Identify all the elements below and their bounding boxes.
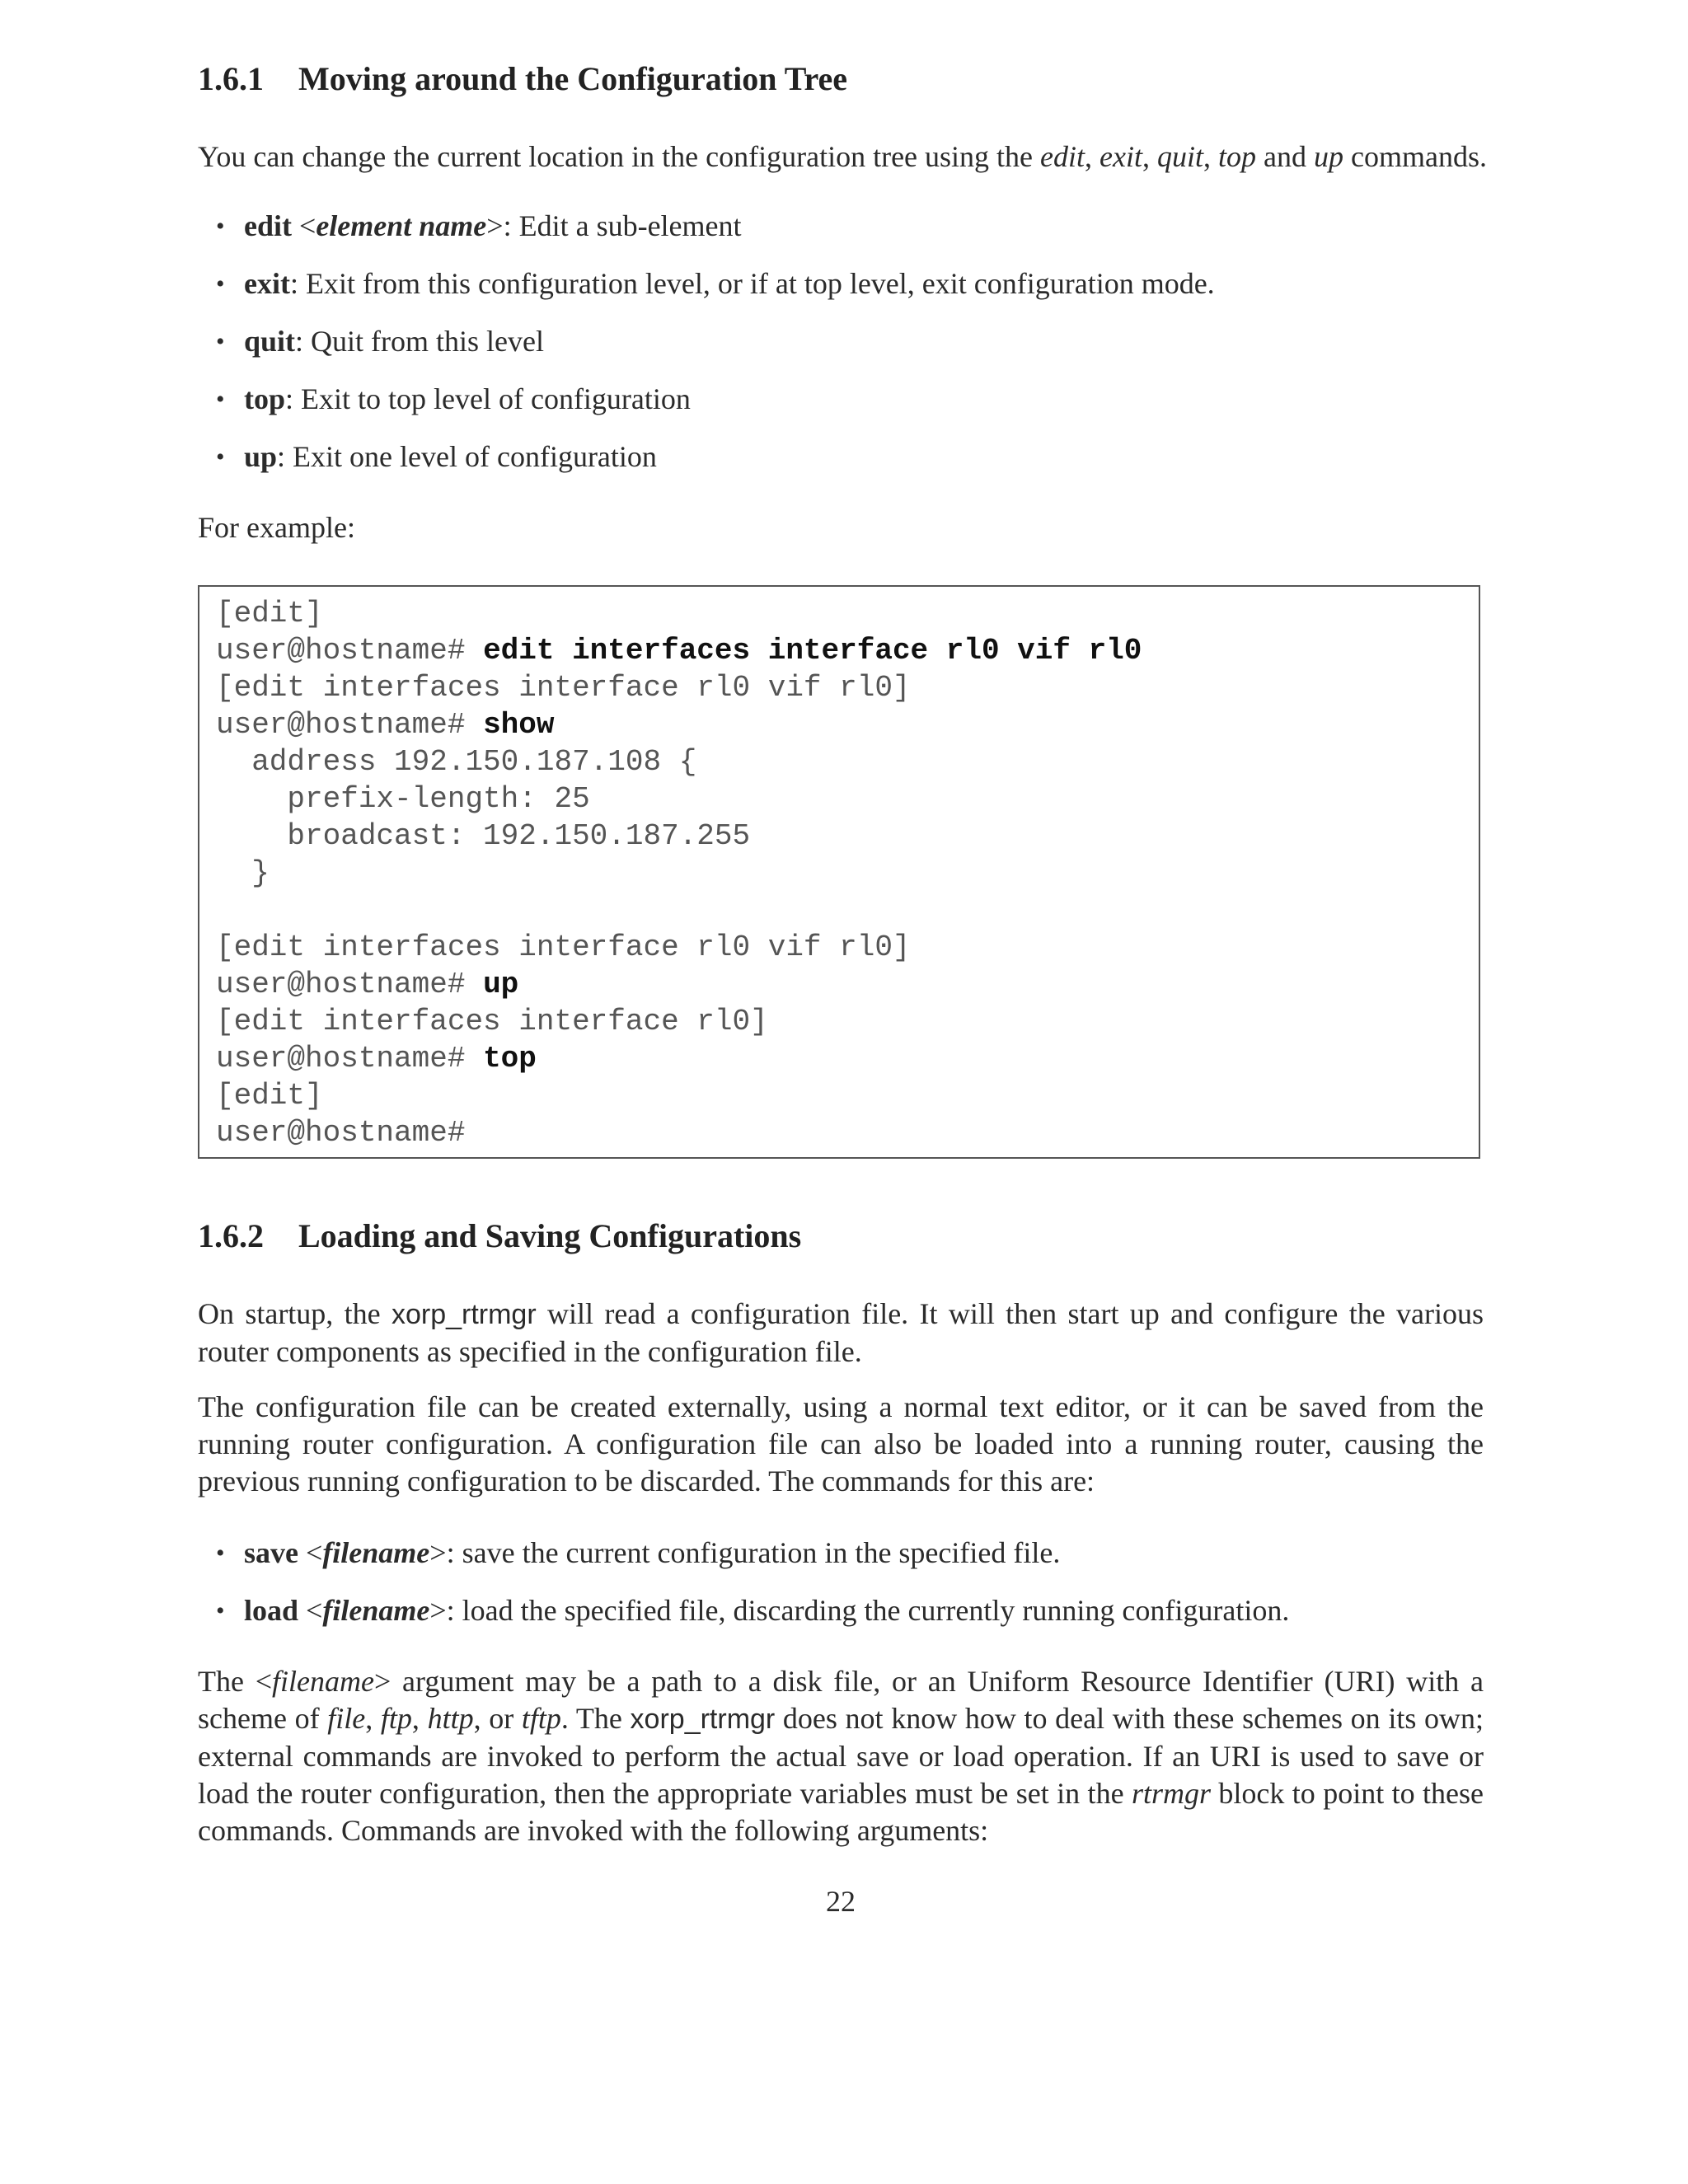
command-description: : save the current configuration in the specified file. [446,1536,1061,1569]
argument-name: filename [322,1536,430,1569]
intro-text: You can change the current location in the configuration tree using the [198,140,1041,173]
code-text: } [216,856,270,890]
sep: , [1203,140,1218,173]
sep: , [1085,140,1100,173]
code-line [216,595,323,632]
code-line [216,706,554,743]
scheme-tftp: tftp [521,1702,561,1735]
list-item-top [216,381,691,418]
command-name: top [244,382,286,415]
paragraph-text: does not know how to deal with these schemes on its own; external commands are invoked to perform the actual save or load operation. If an URI is used to save or load the router configuration, then the appropriate variables must be set in the [198,1702,1484,1810]
paragraph-text: . The [560,1702,631,1735]
scheme-http: http [427,1702,474,1735]
code-prompt: user@hostname# [216,968,484,1001]
command-description: : Exit one level of configuration [277,440,657,473]
code-command: edit interfaces interface rl0 vif rl0 [483,634,1142,668]
command-name: exit [244,267,290,300]
section-number: 1.6.2 [198,1217,264,1254]
list-item-load: • load <filename>: load the specified file, discarding the currently running configuration. [244,1592,1289,1629]
command-description: : Exit from this configuration level, or if at top level, exit configuration mode. [289,267,1215,300]
code-line [216,1003,768,1040]
code-command: up [483,968,519,1001]
sep: and [1256,140,1314,173]
code-text: [edit] [216,1079,323,1113]
program-name: xorp_rtrmgr [391,1299,537,1330]
bullet-icon: • [216,213,225,240]
list-item-exit [216,265,1215,302]
list-item-quit [216,323,545,360]
paragraph-text: or [489,1702,522,1735]
code-line [216,669,911,706]
bullet-icon: • [216,270,225,298]
code-text: address 192.150.187.108 { [216,745,697,779]
section-heading-1-6-1 [198,59,847,99]
page-number: 22 [826,1885,856,1918]
arg-open: < [292,209,316,242]
bullet-icon: • [216,1540,225,1567]
scheme-file: file [327,1702,366,1735]
intro-cmd-up: up [1314,140,1343,173]
code-text: prefix-length: 25 [216,782,590,816]
block-name: rtrmgr [1131,1777,1211,1810]
list-item-up [216,438,657,476]
command-description: : load the specified file, discarding the currently running configuration. [446,1594,1290,1627]
bullet-icon: • [216,443,225,471]
bullet-icon: • [216,328,225,355]
filename-argument-paragraph: The <filename> argument may be a path to a disk file, or an Uniform Resource Identifier (URI) with a scheme of file, ftp, http, or tftp. The xorp_rtrmgr does not know how to deal with these schemes on its own; external commands are invoked to perform the actual save or load operation. If an URI is used to save or load the router configuration, then the appropriate variables must be set in the rtrmgr block to point to these commands. Commands are invoked with the following arguments: [198,1665,1484,1847]
example-label: For example: [198,511,355,544]
code-example-box [198,585,1480,1159]
code-text: broadcast: 192.150.187.255 [216,819,751,853]
argument-name: filename [272,1665,374,1698]
command-description: : Edit a sub-element [503,209,742,242]
scheme-ftp: ftp [380,1702,412,1735]
sep: , [1142,140,1157,173]
argument-name: element name [316,209,487,242]
code-line [216,818,750,855]
code-prompt: user@hostname# [216,1116,466,1150]
list-item-save: • save <filename>: save the current configuration in the specified file. [244,1535,1060,1572]
code-text: [edit] [216,597,323,630]
code-text: [edit interfaces interface rl0 vif rl0] [216,930,911,964]
paragraph-text: On startup, the [198,1297,392,1330]
bullet-icon: • [216,1597,225,1624]
code-prompt: user@hostname# [216,708,484,742]
code-line [216,929,911,966]
command-name: save [244,1536,298,1569]
code-line [216,1040,537,1077]
code-line [216,743,696,780]
paragraph-text: will read a configuration file. It will then start up and configure the various router components as specified in the configuration file. [198,1297,1484,1368]
code-line [216,780,590,818]
command-name: up [244,440,278,473]
section-title: Loading and Saving Configurations [298,1217,802,1254]
argument-name: filename [322,1594,430,1627]
intro-cmd-exit: exit [1100,140,1142,173]
startup-paragraph [198,1296,1484,1371]
command-name: load [244,1594,299,1627]
command-description: : Quit from this level [295,325,545,358]
arg-close: > [486,209,504,242]
code-line [216,855,270,892]
code-prompt: user@hostname# [216,1042,484,1076]
paragraph-text: > argument may be a path to a disk file, or an Uniform Resource Identifier (URI) with a scheme of [198,1665,1484,1735]
paragraph-text: The < [198,1665,273,1698]
section-number: 1.6.1 [198,60,264,97]
code-text: [edit interfaces interface rl0] [216,1005,768,1038]
section-title: Moving around the Configuration Tree [298,60,847,97]
code-prompt: user@hostname# [216,634,484,668]
command-description: : Exit to top level of configuration [285,382,691,415]
command-name: quit [244,325,296,358]
section-heading-1-6-2 [198,1216,801,1256]
intro-cmd-edit: edit [1040,140,1085,173]
code-command: top [483,1042,537,1076]
intro-paragraph [198,138,1487,176]
command-name: edit [244,209,292,242]
code-line [216,1077,323,1114]
paragraph-text: block to point to these commands. Commands are invoked with the following arguments: [198,1777,1484,1847]
code-line [216,966,518,1003]
list-item-edit [216,208,742,245]
code-command: show [483,708,555,742]
program-name: xorp_rtrmgr [630,1704,776,1735]
intro-cmd-quit: quit [1156,140,1203,173]
config-file-paragraph: The configuration file can be created externally, using a normal text editor, or it can be saved from the running router configuration. A configuration file can also be loaded into a running router, causing the previous running configuration to be discarded. The commands for this are: [198,1390,1484,1497]
intro-text-end: commands. [1343,140,1487,173]
bullet-icon: • [216,386,225,413]
code-text: [edit interfaces interface rl0 vif rl0] [216,671,911,705]
code-line [216,1114,465,1151]
intro-cmd-top: top [1218,140,1257,173]
code-line [216,632,1142,669]
